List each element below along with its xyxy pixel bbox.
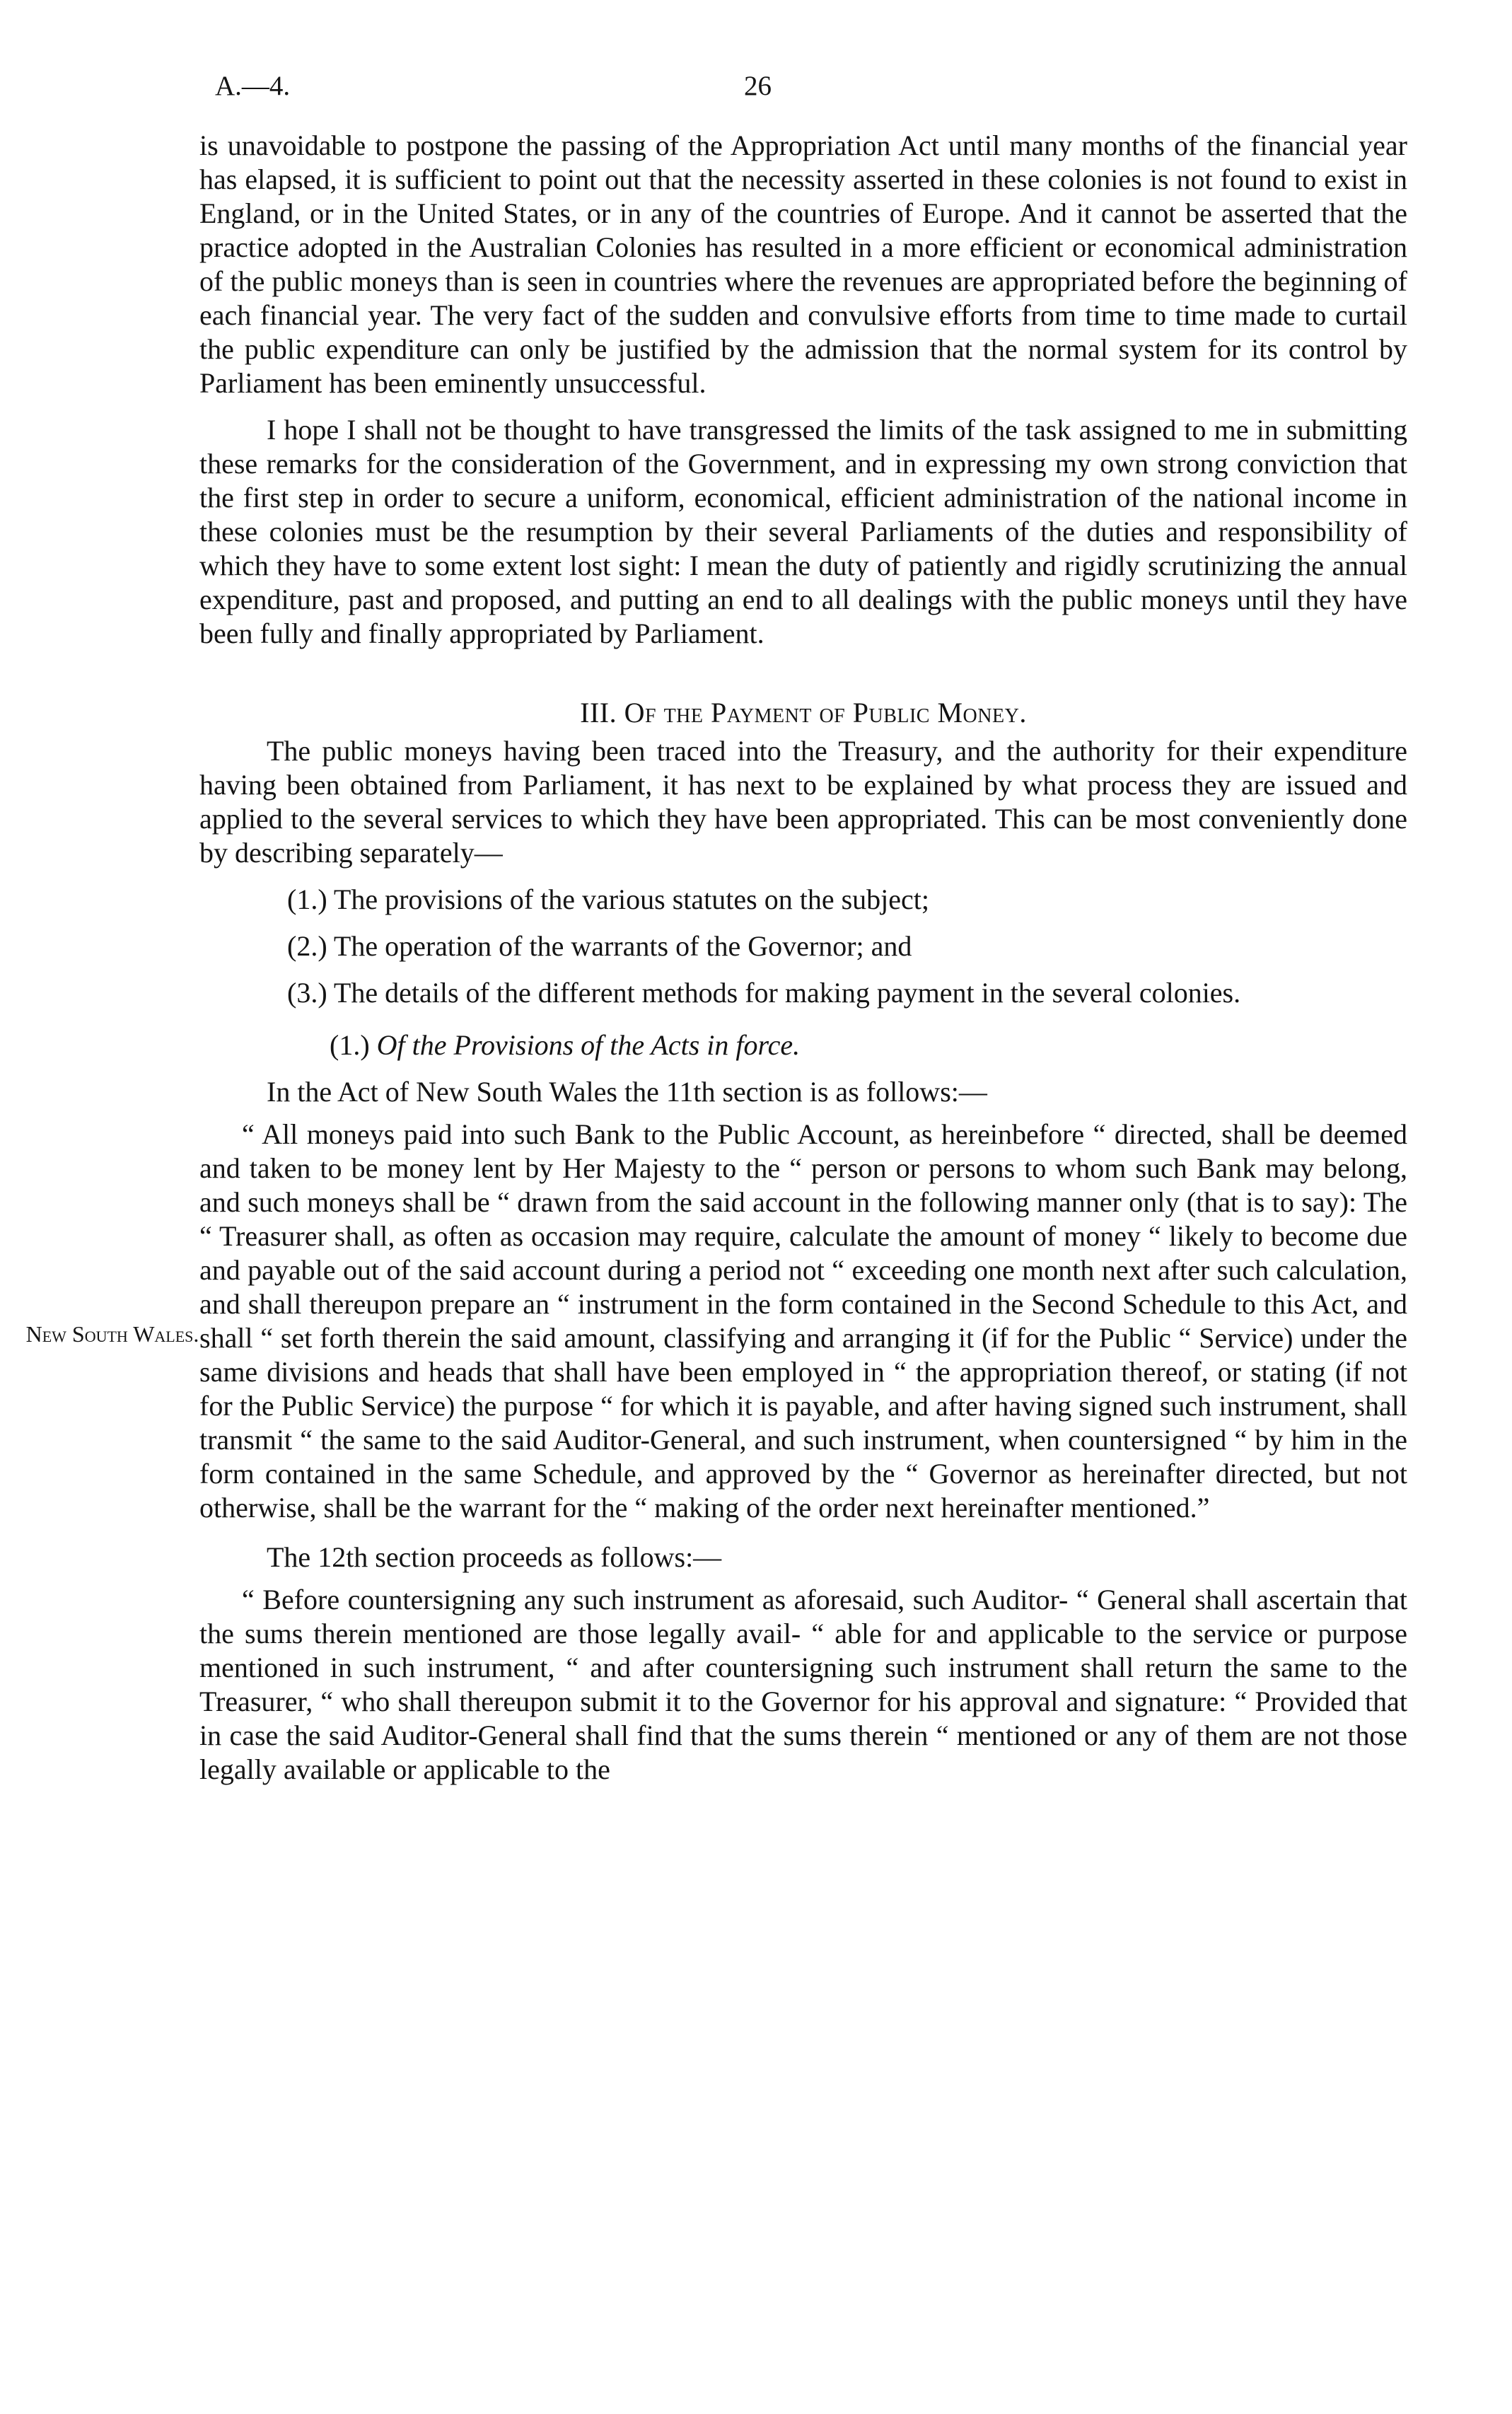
subheading-text: Of the Provisions of the Acts in force. bbox=[376, 1029, 801, 1061]
list-item: (2.) The operation of the warrants of the Governor; and bbox=[287, 930, 912, 962]
quotation: “ Before countersigning any such instrument as aforesaid, such Auditor- “ General shall ascertain that the sums therein mentioned are those legally avail- “ able for and applicable to the service or purpose mentioned in such instrument, “ and after countersigning such instrument shall return the same to the Treasurer, “ who shall thereupon submit it to the Governor for his approval and signature: “ Provided that in case the said Auditor-General shall find that the sums therein “ mentioned or any of them are not those legally available or applicable to the bbox=[199, 1584, 1407, 1785]
section-heading: III. Of the Payment of Public Money. bbox=[580, 697, 1027, 729]
paragraph: I hope I shall not be thought to have transgressed the limits of the task assigned to me in submitting these remarks for the consideration of the Government, and in expressing my own strong conviction that the first step in order to secure a uniform, economical, efficient administration of the national income in these colonies must be the resumption by their several Parliaments of the duties and responsibility of which they have to some extent lost sight: I mean the duty of patiently and rigidly scrutinizing the annual expenditure, past and proposed, and putting an end to all dealings with the public moneys until they have been fully and finally appropriated by Parliament. bbox=[199, 414, 1407, 649]
paragraph: The 12th section proceeds as follows:— bbox=[267, 1541, 722, 1573]
list-item: (3.) The details of the different methods for making payment in the several colonies. bbox=[287, 977, 1241, 1009]
paragraph: The public moneys having been traced into the Treasury, and the authority for their expenditure having been obtained from Parliament, it has next to be explained by what process they are issued and applied to the several services to which they have been appropriated. This can be most conveniently done by describing separately— bbox=[199, 735, 1407, 869]
quotation: “ All moneys paid into such Bank to the Public Account, as hereinbefore “ directed, shall be deemed and taken to be money lent by Her Majesty to the “ person or persons to whom such Bank may belong, and such moneys shall be “ drawn from the said account in the following manner only (that is to say): The “ Treasurer shall, as often as occasion may require, calculate the amount of money “ likely to become due and payable out of the said account during a period not “ exceeding one month next after such calculation, and shall thereupon prepare an “ instrument in the form contained in the Second Schedule to this Act, and shall “ set forth therein the said amount, classifying and arranging it (if for the Public “ Service) under the same divisions and heads that shall have been employed in “ the appropriation thereof, or stating (if not for the Public Service) the purpose “ for which it is payable, and after having signed such instrument, shall transmit “ the same to the said Auditor-General, and such instrument, when countersigned “ by him in the form contained in the same Schedule, and approved by the “ Governor as hereinafter directed, but not otherwise, shall be the warrant for the “ making of the order next hereinafter mentioned.” bbox=[199, 1118, 1407, 1524]
document-reference: A.—4. bbox=[215, 71, 291, 101]
page-number: 26 bbox=[744, 71, 772, 101]
list-item: (1.) The provisions of the various statutes on the subject; bbox=[287, 883, 929, 915]
body-text bbox=[199, 129, 1407, 1787]
paragraph: In the Act of New South Wales the 11th section is as follows:— bbox=[267, 1076, 987, 1108]
margin-note-new-south-wales: New South Wales. bbox=[25, 1321, 199, 1347]
paragraph-continuation: is unavoidable to postpone the passing of the Appropriation Act until many months of the financial year has elapsed, it is sufficient to point out that the necessity asserted in these colonies is not found to exist in England, or in the United States, or in any of the countries of Europe. And it cannot be asserted that the practice adopted in the Australian Colonies has resulted in a more efficient or economical administration of the public moneys than is seen in countries where the revenues are appropriated before the beginning of each financial year. The very fact of the sudden and convulsive efforts from time to time made to curtail the public expenditure can only be justified by the admission that the normal system for its control by Parliament has been eminently unsuccessful. bbox=[199, 129, 1407, 399]
subheading bbox=[199, 1028, 1407, 1062]
running-head bbox=[215, 65, 1410, 108]
subheading-number: (1.) bbox=[330, 1029, 370, 1061]
